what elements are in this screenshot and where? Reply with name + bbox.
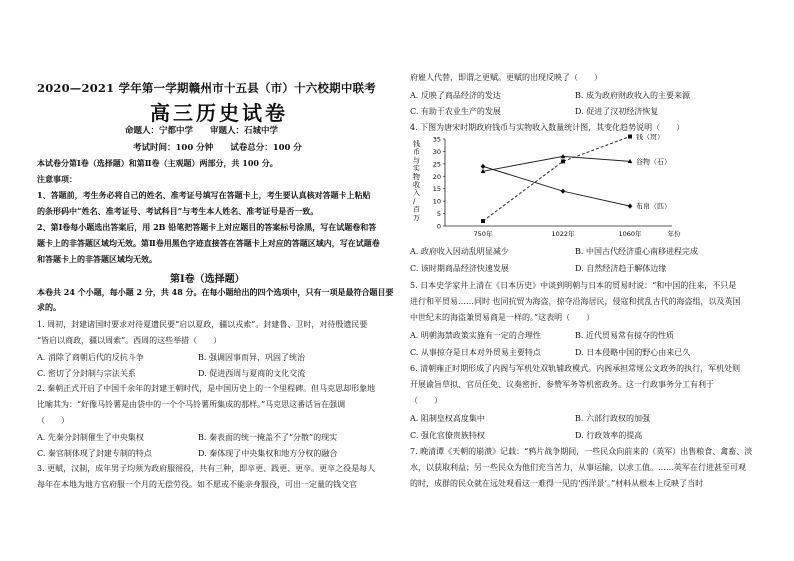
intro-structure: 本试卷分第Ⅰ卷（选择题）和第Ⅱ卷（主观题）两部分，共 100 分。 bbox=[37, 158, 278, 168]
x-tick-label: 750年 bbox=[473, 230, 493, 238]
x-axis-label: 年份 bbox=[667, 230, 681, 238]
q3-option-b: B. 成为政府财政收入的主要来源 bbox=[575, 91, 690, 100]
q2-stem-c: （ ） bbox=[37, 416, 69, 425]
q3-option-c: C. 有助于农业生产的发展 bbox=[410, 107, 501, 116]
q3-option-d: D. 促进了汉初经济恢复 bbox=[575, 107, 659, 116]
q5-stem-b: 进行和平贸易……同时 也同抗贸为海盗，掠夺沿海居民，侵寇和扰乱古代的海盗组，以及英国 bbox=[410, 297, 741, 306]
data-point bbox=[561, 159, 565, 163]
q4-stem: 4. 下图为唐宋时期政府钱币与实物收入数量统计图，其变化趋势说明（ ） bbox=[410, 123, 685, 132]
data-point bbox=[628, 204, 633, 209]
y-tick-label: 10 bbox=[432, 197, 441, 206]
y-tick-label: 20 bbox=[432, 172, 441, 181]
series-line bbox=[483, 166, 630, 206]
y-tick-label: 15 bbox=[432, 185, 441, 194]
data-point bbox=[481, 219, 485, 223]
section1-desc-b: 求的。 bbox=[37, 302, 61, 312]
q1-option-b: B. 强调因事而异，巩固了统治 bbox=[198, 353, 305, 362]
y-tick-label: 30 bbox=[432, 147, 441, 156]
data-point bbox=[561, 154, 566, 158]
notes-label: 注意事项： bbox=[37, 174, 77, 184]
q2-option-b: B. 秦表面的统一掩盖不了“分散”的现实 bbox=[198, 433, 338, 442]
y-axis-label-char: 实 bbox=[413, 164, 420, 173]
data-point bbox=[561, 189, 566, 194]
q1-option-d: D. 促进西周与夏商的文化交流 bbox=[198, 369, 306, 378]
y-axis-label-char: 钱 bbox=[413, 140, 420, 148]
y-tick-label: 35 bbox=[432, 135, 441, 144]
note2-line-a: 2、第Ⅰ卷每小题选出答案后，用 2B 铅笔把答题卡上对应题目的答案标号涂黑，写在试题卷和答 bbox=[37, 222, 377, 232]
q7-stem-b: 水，以获取利益；另一些民众为他们充当苦力，从事运输，以求工值。……英军在行进甚至可观 bbox=[410, 463, 746, 472]
time-score: 考试时间：100 分钟 试卷总分：100 分 bbox=[133, 143, 302, 153]
q3-stem-c: 府雇人代替，即谓之更赋。更赋的出现反映了（ ） bbox=[410, 73, 602, 82]
q2-option-d: D. 秦体现了中央集权和地方分权的融合 bbox=[198, 449, 338, 458]
q6-option-b: B. 六部行政权的加强 bbox=[575, 414, 650, 423]
y-axis-label-char: 收 bbox=[413, 181, 420, 189]
y-axis-label-char: 百 bbox=[413, 205, 420, 214]
q3-stem-b: 每年在本地为地方官府服一个月的无偿劳役。如不愿或不能亲身服役，可出一定量的钱交官 bbox=[37, 480, 357, 489]
q5-option-a: A. 明朝海禁政策实施有一定的合理性 bbox=[410, 331, 541, 340]
y-tick-label: 5 bbox=[436, 210, 441, 219]
q6-stem-c: （ ） bbox=[410, 396, 442, 405]
data-point bbox=[628, 135, 632, 139]
q1-option-a: A. 消除了商朝后代的反抗斗争 bbox=[37, 353, 144, 362]
exam-title-line: 2020—2021 学年第一学期赣州市十五县（市）十六校期中联考 bbox=[37, 81, 376, 95]
q3-stem-a: 3. 更赋，汉制，成年男子均须为政府服徭役，共有三种，即卒更、践更、更卒。更卒之役是每人 bbox=[37, 464, 376, 473]
y-axis-label-char: 入 bbox=[413, 189, 420, 198]
note2-line-b: 题卡上的非答题区域均无效。第Ⅱ卷用黑色字迹直接答在答题卡上对应的答题区域内，写在试题卷 bbox=[37, 238, 380, 248]
q6-option-d: D. 行政效率的提高 bbox=[575, 431, 643, 440]
note2-line-c: 和答题卡上的非答题区域均无效。 bbox=[37, 254, 157, 264]
series-line bbox=[483, 137, 630, 222]
q6-stem-b: 开展谕旨草拟、官员任免、议奏密折、参赞军务等机密政务。这一行政事务分工有利于 bbox=[410, 380, 714, 389]
q5-option-b: B. 近代贸易常有掠夺的性质 bbox=[575, 331, 674, 340]
q2-stem-a: 2. 秦朝正式开启了中国千余年的封建王朝时代，是中国历史上的一个里程碑。但马克思却形象地 bbox=[37, 384, 376, 393]
q4-option-b: B. 中国古代经济重心南移进程完成 bbox=[575, 247, 698, 256]
q7-stem-a: 7. 晚清谭《天朝的崩溃》记载：“鸦片战争期间，一些民众向前来的（英军）出售粮食、禽畜、淡 bbox=[410, 447, 753, 456]
section1-desc-a: 本卷共 24 个小题，每小题 2 分，共 48 分。在每小题给出的四个选项中，只有一项是最符合题目要 bbox=[37, 287, 394, 297]
q4-option-c: C. 该时期商品经济快速发展 bbox=[410, 264, 509, 273]
q5-option-c: C. 从事掠夺是日本对外贸易主要特点 bbox=[410, 348, 541, 357]
q5-stem-c: 中世纪末的海盗兼贸易商是一样的。”这表明（ ） bbox=[410, 313, 595, 322]
q1-stem-a: 1. 周初，封建诸国时要求对待夏遗民要“启以夏政，疆以戎索”。封建鲁、卫时，对待殷遗民要 bbox=[37, 320, 368, 329]
y-axis-label-char: 万 bbox=[413, 213, 420, 222]
q2-option-a: A. 先秦分封制催生了中央集权 bbox=[37, 433, 144, 442]
q2-option-c: C. 秦官制体现了封建专制的特点 bbox=[37, 449, 152, 458]
q1-option-c: C. 密切了分封制与宗法关系 bbox=[37, 369, 136, 378]
y-axis-label-char: / bbox=[413, 197, 416, 206]
y-axis-label-char: 币 bbox=[413, 148, 420, 157]
income-line-chart bbox=[407, 134, 707, 242]
y-axis-label-char: 物 bbox=[413, 172, 420, 181]
q1-stem-b: “皆启以商政，疆以周索”。西周的这些举措（ ） bbox=[37, 336, 222, 345]
data-point bbox=[481, 164, 486, 169]
q6-option-c: C. 强化官僚贵族特权 bbox=[410, 431, 485, 440]
series-label: 谷物（石） bbox=[636, 157, 671, 166]
note1-line-a: 1、答题前，考生务必将自己的姓名、准考证号填写在答题卡上，考生要认真核对答题卡上粘贴 bbox=[37, 190, 371, 200]
q3-option-a: A. 反映了商品经济的发达 bbox=[410, 91, 501, 100]
q6-stem-a: 6. 清朝雍正时期形成了内阁与军机处双轨辅政模式。内阁承担常规公文政务的执行，军机处则 bbox=[410, 364, 741, 373]
x-tick-label: 1022年 bbox=[551, 230, 575, 238]
x-tick-label: 1060年 bbox=[618, 230, 642, 238]
q4-option-d: D. 自然经济趋于解体边缘 bbox=[575, 264, 667, 273]
y-axis-label-char: 与 bbox=[413, 156, 420, 165]
authors: 命题人：宁都中学 审题人：石城中学 bbox=[125, 126, 279, 136]
y-axis-label bbox=[413, 139, 420, 222]
q4-option-a: A. 政府收入因动乱明显减少 bbox=[410, 247, 509, 256]
y-tick-label: 25 bbox=[432, 160, 441, 169]
series-label: 钱（贯） bbox=[636, 134, 664, 142]
section1-title: 第Ⅰ卷（选择题） bbox=[170, 274, 245, 285]
series-line bbox=[483, 156, 630, 171]
y-tick-label: 0 bbox=[436, 222, 441, 231]
q2-stem-b: 比喻其为：“好像马铃薯是由袋中的一个个马铃薯所集成的那样。”马克思这番话旨在强调 bbox=[37, 400, 346, 409]
main-title: 高三历史试卷 bbox=[150, 101, 288, 125]
note1-line-b: 的条形码中“姓名、准考证号、考试科目”与考生本人姓名、准考证号是否一致。 bbox=[37, 206, 319, 216]
q7-stem-c: 的时，成群的民众就在远处观看这一难得一见的‘西洋景’。”材料从根本上反映了当时 bbox=[410, 479, 704, 488]
q6-option-a: A. 阻制皇权高度集中 bbox=[410, 414, 485, 423]
series-label: 布帛（匹） bbox=[636, 202, 671, 211]
q5-option-d: D. 日本侵略中国的野心由来已久 bbox=[575, 348, 691, 357]
q5-stem-a: 5. 日本史学家井上清在《日本历史》中谈到明朝与日本的贸易时说：“和中国的往来，不只是 bbox=[410, 281, 737, 290]
